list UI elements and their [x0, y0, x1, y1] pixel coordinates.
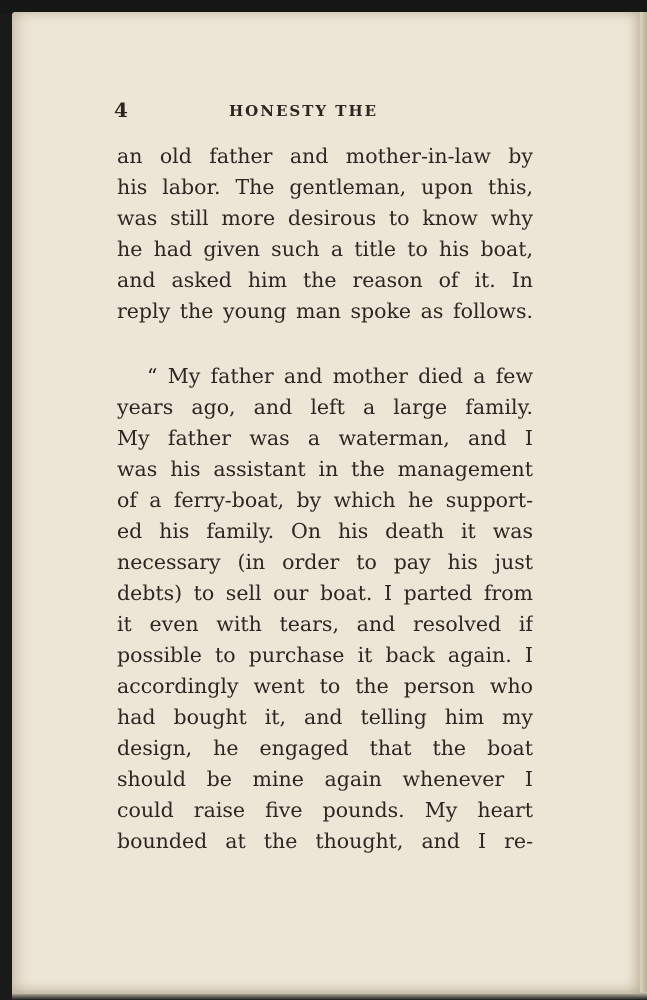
text-line: ed his family. On his death it was [117, 519, 533, 543]
page-number: 4 [114, 98, 128, 122]
text-line: accordingly went to the person who [117, 674, 533, 698]
text-line: “ My father and mother died a few [147, 364, 533, 388]
running-head: HONESTY THE [229, 102, 379, 120]
text-line: his labor. The gentleman, upon this, [117, 175, 533, 199]
paragraph-2 [117, 361, 533, 857]
text-line: and asked him the reason of it. In [117, 268, 533, 292]
text-line: possible to purchase it back again. I [117, 643, 533, 667]
page-header [114, 98, 534, 124]
paragraph-gap [117, 327, 533, 361]
text-line: was still more desirous to know why [117, 206, 533, 230]
text-line: an old father and mother-in-law by [117, 144, 533, 168]
text-line: it even with tears, and resolved if [117, 612, 533, 636]
text-line: design, he engaged that the boat [117, 736, 533, 760]
body-text [117, 141, 533, 857]
text-line: My father was a waterman, and I [117, 426, 533, 450]
text-line: was his assistant in the management [117, 457, 533, 481]
text-line: reply the young man spoke as follows. [117, 299, 533, 323]
text-line: of a ferry-boat, by which he support- [117, 488, 533, 512]
text-line: years ago, and left a large family. [117, 395, 533, 419]
paragraph-1 [117, 141, 533, 327]
text-line: should be mine again whenever I [117, 767, 533, 791]
text-line: he had given such a title to his boat, [117, 237, 533, 261]
text-line: necessary (in order to pay his just [117, 550, 533, 574]
text-line: had bought it, and telling him my [117, 705, 533, 729]
text-line: bounded at the thought, and I re- [117, 829, 533, 853]
text-line: debts) to sell our boat. I parted from [117, 581, 533, 605]
text-line: could raise five pounds. My heart [117, 798, 533, 822]
